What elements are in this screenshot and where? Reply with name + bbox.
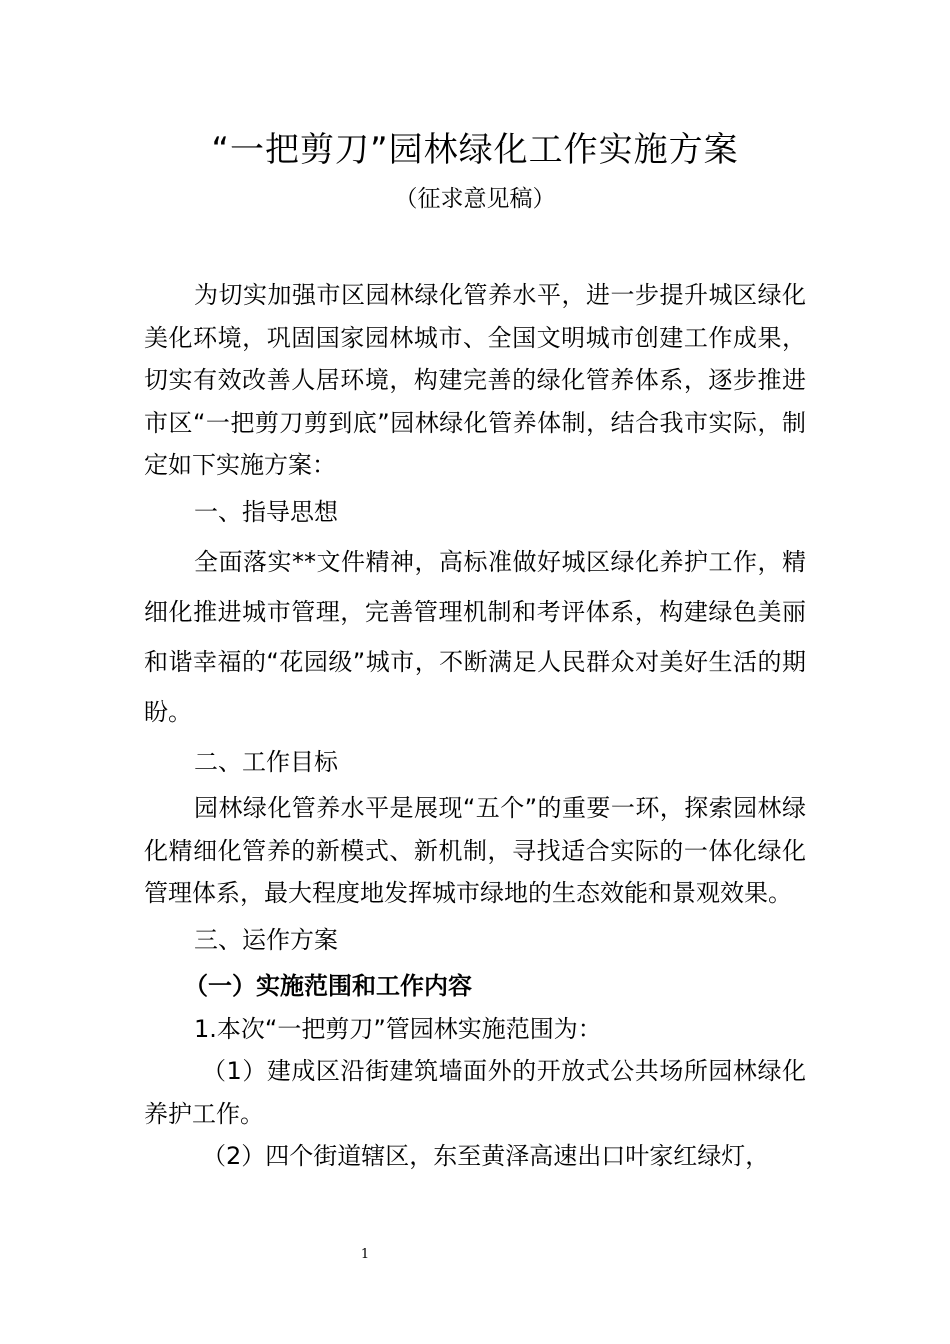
- document-body: [144, 274, 806, 1178]
- page-number: 1: [360, 1247, 370, 1262]
- list-item-1a: （1）建成区沿街建筑墙面外的开放式公共场所园林绿化养护工作。: [144, 1057, 806, 1128]
- intro-paragraph: 为切实加强市区园林绿化管养水平，进一步提升城区绿化美化环境，巩固国家园林城市、全国文明城市创建工作成果，切实有效改善人居环境，构建完善的绿化管养体系，逐步推进市区“一把剪刀剪到底”园林绿化管养体制，结合我市实际，制定如下实施方案：: [144, 281, 806, 479]
- section-paragraph-2: 园林绿化管养水平是展现“五个”的重要一环，探索园林绿化精细化管养的新模式、新机制，寻找适合实际的一体化绿化管理体系，最大程度地发挥城市绿地的生态效能和景观效果。: [144, 794, 806, 907]
- list-item-1: 1.本次“一把剪刀”管园林实施范围为：: [194, 1014, 602, 1043]
- section-heading-2: 二、工作目标: [194, 748, 338, 776]
- document-subtitle: （征求意见稿）: [394, 186, 556, 212]
- list-item-1b: （2）四个街道辖区，东至黄泽高速出口叶家红绿灯，: [202, 1142, 770, 1170]
- section-heading-1: 一、指导思想: [194, 497, 338, 526]
- document-title: “一把剪刀”园林绿化工作实施方案: [211, 130, 739, 170]
- section-paragraph-1: 全面落实**文件精神，高标准做好城区绿化养护工作，精细化推进城市管理，完善管理机制和考评体系，构建绿色美丽和谐幸福的“花园级”城市，不断满足人民群众对美好生活的期盼。: [144, 548, 806, 726]
- subsection-heading-1: （一）实施范围和工作内容: [184, 972, 472, 1000]
- section-heading-3: 三、运作方案: [194, 925, 338, 954]
